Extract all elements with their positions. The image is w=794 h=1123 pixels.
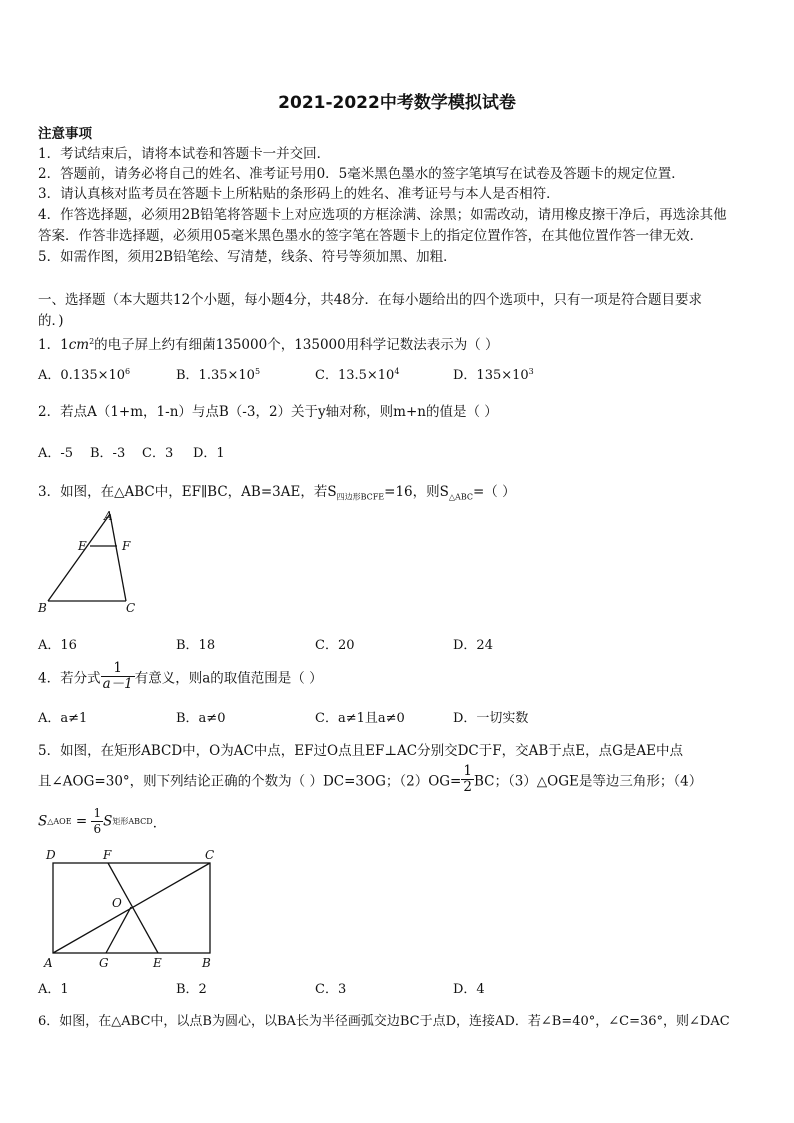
option-d: D．$135\times 10^3$ [453,367,534,383]
option-a: A．a≠1 [38,711,88,726]
notice-item: 4．作答选择题，必须用2B铅笔将答题卡上对应选项的方框涂满、涂黑；如需改动，请用橡皮擦干净后，再选涂其他 [38,207,727,223]
option-b: B．2 [176,982,207,997]
option-d: D．1 [193,446,225,461]
notice-item: 答案．作答非选择题，必须用05毫米黑色墨水的签字笔在答题卡上的指定位置作答，在其他位置作答一律无效． [38,228,704,244]
option-c: C．3 [142,446,174,461]
notice-heading: 注意事项 [38,126,92,142]
question-5: 5．如图，在矩形ABCD中，O为AC中点，EF过O点且EF⊥AC分别交DC于F，交AB于点E，点G是AE中点 [38,743,684,759]
option-a: A．-5 [38,446,74,461]
option-b: B．$1.35\times 10^5$ [176,367,261,383]
notice-item: 2．答题前，请务必将自己的姓名、准考证号用0．5毫米黑色墨水的签字笔填写在试卷及答题卡的规定位置． [38,166,685,182]
notice-item: 5．如需作图，须用2B铅笔绘、写清楚，线条、符号等须加黑、加粗． [38,249,457,265]
label-f: F [103,848,112,862]
label-o: O [112,896,122,910]
label-b: B [202,956,211,970]
label-c: C [126,601,136,615]
label-e: E [153,956,162,970]
option-b: B．a≠0 [176,711,226,726]
option-c: C．a≠1且a≠0 [315,711,405,726]
option-d: D．24 [453,638,493,653]
page-title: 2021-2022中考数学模拟试卷 [278,93,516,113]
option-d: D．一切实数 [453,711,529,726]
label-g: G [99,956,109,970]
option-a: A．1 [38,982,69,997]
option-b: B．18 [176,638,216,653]
option-c: C．3 [315,982,347,997]
question-5-formula: S△AOE = $\frac{1}{6}$ S矩形ABCD． [38,806,167,836]
label-a: A [104,509,113,523]
option-c: C．$13.5\times 10^4$ [315,367,400,383]
label-a: A [44,956,53,970]
notice-item: 1．考试结束后，请将本试卷和答题卡一并交回． [38,146,331,162]
rectangle-figure [40,845,220,971]
label-e: E [78,539,87,553]
option-b: B．-3 [90,446,126,461]
option-a: A．$0.135\times 10^6$ [38,367,131,383]
label-d: D [46,848,56,862]
label-b: B [38,601,47,615]
question-5-cont: 且∠AOG=30°，则下列结论正确的个数为（ ）DC=3OG；（2）OG= $\frac{1}{2}$ BC；（3）△OGE是等边三角形；（4） [38,763,703,795]
option-c: C．20 [315,638,355,653]
question-2: 2．若点A（1+m，1-n）与点B（-3，2）关于y轴对称，则m+n的值是（ ） [38,404,498,420]
fraction: $\frac{1}{6}$ [93,806,102,836]
option-a: A．16 [38,638,77,653]
question-1: 1．$1cm^2$的电子屏上约有细菌135000个，135000用科学记数法表示为（ ） [38,337,499,353]
notice-item: 3．请认真核对监考员在答题卡上所粘贴的条形码上的姓名、准考证号与本人是否相符． [38,186,560,202]
question-4: 4．若分式 $\frac{1}{a-1}$ 有意义，则a的取值范围是（ ） [38,660,323,692]
section-heading-cont: 的．) [38,313,64,329]
triangle-figure [36,508,146,620]
fraction: $\frac{1}{a-1}$ [102,660,133,692]
option-d: D．4 [453,982,485,997]
question-3: 3．如图，在△ABC中，EF∥BC，AB=3AE，若$S_{四边形BCFE}=16$，则$S_{\triangle ABC}=$（ ） [38,484,516,502]
label-f: F [122,539,131,553]
label-c: C [205,848,215,862]
fraction: $\frac{1}{2}$ [463,763,472,795]
question-6: 6．如图，在△ABC中，以点B为圆心，以BA长为半径画弧交边BC于点D，连接AD．若∠B=40°，∠C=36°，则∠DAC [38,1014,730,1029]
section-heading: 一、选择题（本大题共12个小题，每小题4分，共48分．在每小题给出的四个选项中，只有一项是符合题目要求 [38,292,702,308]
